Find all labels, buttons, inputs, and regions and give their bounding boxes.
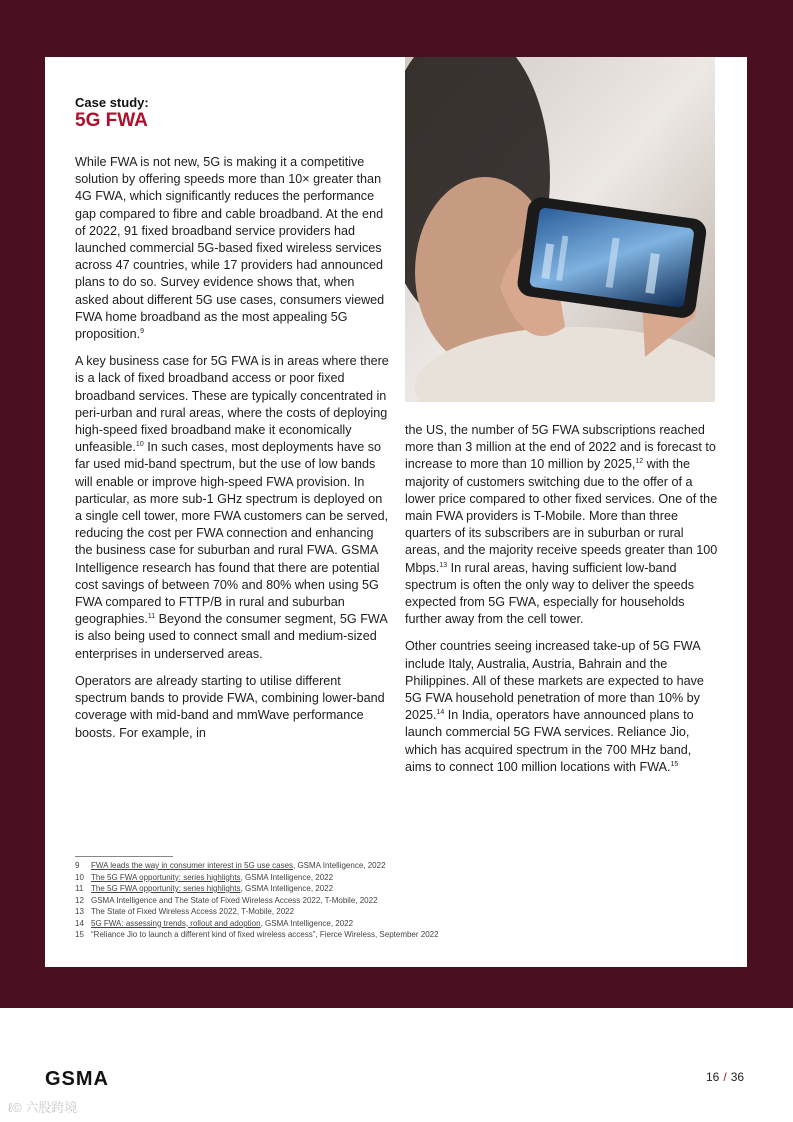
right-paragraph-1: the US, the number of 5G FWA subscriptions reached more than 3 million at the end of 2022 and is forecast to increase to more than 10 million by 2025,12 with the majority of customers switching due to the offer of a lower price compared to other fixed services. One of the main FWA providers is T-Mobile. More than three quarters of its subscribers are in suburban or rural areas, and the majority receive speeds greater than 100 Mbps.$^{13}$ In rural areas, having sufficient low-band spectrum is often the only way to deliver the speeds expected from 5G FWA, especially for households further away from the cell tower. [405, 423, 718, 627]
footnote-link[interactable]: FWA leads the way in consumer interest in 5G use cases [91, 861, 294, 870]
footnote-link[interactable]: The 5G FWA opportunity: series highlights [91, 884, 241, 893]
left-paragraph-2: A key business case for 5G FWA is in areas where there is a lack of fixed broadband access or poor fixed broadband services. These are typically concentrated in peri-urban and rural areas, where the costs of deploying high-speed fixed broadband make it economically unfeasible.$^{10}$ In such cases, most deployments have so far used mid-band spectrum, but the use of low bands will enable or improve high-speed FWA provision. In particular, as more sub-1 GHz spectrum is deployed on a single cell tower, more FWA customers can be served, reducing the cost per FWA connection and enhancing the business case for suburban and rural FWA. GSMA Intelligence research has found that there are potential cost savings of between 70% and 80% when using 5G FWA compared to FTTP/B in rural and suburban geographies.$^{11}$ Beyond the consumer segment, 5G FWA is also being used to connect small and medium-sized enterprises in underserved areas. [75, 354, 389, 661]
case-study-title: 5G FWA [75, 110, 148, 131]
watermark: ℓ© 六股跨境 [8, 1100, 78, 1115]
footnote-ref-11[interactable]: 11 [147, 613, 156, 621]
case-study-label: Case study: [75, 95, 149, 110]
footnote-item: 12 GSMA Intelligence and The State of Fixed Wireless Access 2022, T-Mobile, 2022 [75, 895, 378, 905]
left-column [75, 154, 389, 752]
right-column [405, 422, 719, 786]
gsma-logo: GSMA [45, 1068, 109, 1090]
footnote-link[interactable]: 5G FWA: assessing trends, rollout and adoption [91, 918, 261, 928]
photo-person-holding-smartphone [405, 57, 715, 402]
footnote-ref-14[interactable]: 14 [436, 709, 445, 717]
footnote-item: 15 “Reliance Jio to launch a different kind of fixed wireless access”, Fierce Wireless, September 2022 [75, 930, 439, 939]
footnote-ref-13[interactable]: 13 [439, 561, 448, 569]
footnote-ref-9[interactable]: 9 [140, 328, 145, 336]
footnote-ref-10[interactable]: 10 [135, 441, 144, 449]
footnote-item: 10 The 5G FWA opportunity: series highlights, GSMA Intelligence, 2022 [75, 872, 334, 882]
footnote-ref-12[interactable]: 12 [635, 458, 644, 466]
page-number: 16 / 36 [706, 1070, 745, 1084]
left-paragraph-1: While FWA is not new, 5G is making it a competitive solution by offering speeds more than 10× greater than 4G FWA, which significantly reduces the performance gap compared to fibre and cable broadband. At the end of 2022, 91 fixed broadband service providers had launched commercial 5G-based fixed wireless services across 47 countries, while 17 providers had announced plans to do so. Survey evidence shows that, when asked about different 5G use cases, consumers viewed FWA home broadband as the most appealing 5G proposition.$^9$ [75, 155, 385, 342]
footnote-item: 13 The State of Fixed Wireless Access 2022, T-Mobile, 2022 [75, 907, 295, 916]
left-paragraph-3: Operators are already starting to utilise different spectrum bands to provide FWA, combining lower-band coverage with mid-band and mmWave performance boosts. For example, in [75, 673, 385, 740]
footnotes [75, 860, 735, 941]
footnote-item: 9 FWA leads the way in consumer interest in 5G use cases, GSMA Intelligence, 2022 [75, 861, 386, 870]
photo-illustration [405, 57, 715, 402]
footnote-divider [75, 856, 173, 857]
footnote-item: 11 The 5G FWA opportunity: series highlights, GSMA Intelligence, 2022 [75, 884, 334, 893]
footnote-item: 14 5G FWA: assessing trends, rollout and adoption, GSMA Intelligence, 2022 [75, 918, 354, 928]
footnote-link[interactable]: The 5G FWA opportunity: series highlights [91, 872, 241, 882]
right-paragraph-2: Other countries seeing increased take-up of 5G FWA include Italy, Australia, Austria, Bahrain and the Philippines. All of these markets are expected to have 5G FWA household penetration of more than 10% by 2025.14 In India, operators have announced plans to launch commercial 5G FWA services. Reliance Jio, which has acquired spectrum in the 700 MHz band, aims to connect 100 million locations with FWA.$^{15}$ [405, 639, 704, 774]
footnote-ref-15[interactable]: 15 [670, 760, 679, 768]
